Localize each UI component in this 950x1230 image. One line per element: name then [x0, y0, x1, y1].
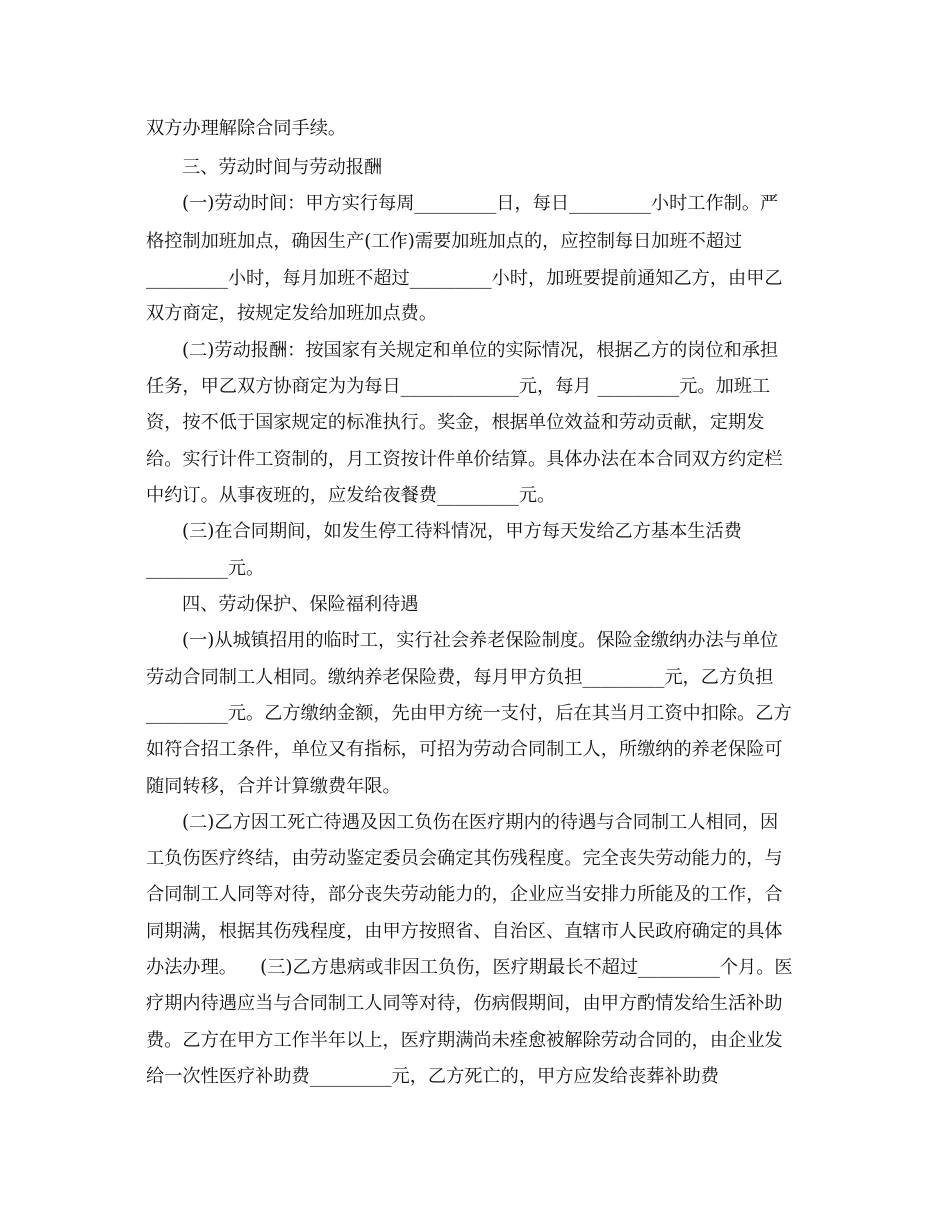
text-line-18: 如符合招工条件，单位又有指标，可招为劳动合同制工人，所缴纳的养老保险可 — [146, 739, 783, 760]
text-line-8: 任务，甲乙双方协商定为为每日_____________元，每月 _________元。加班工 — [146, 376, 771, 397]
text-line-9: 资，按不低于国家规定的标准执行。奖金，根据单位效益和劳动贡献，定期发 — [146, 412, 765, 433]
text-line-16: 劳动合同制工人相同。缴纳养老保险费，每月甲方负担_________元，乙方负担 — [146, 667, 774, 688]
text-line-6: 双方商定，按规定发给加班加点费。 — [146, 303, 438, 324]
text-line-3: (一)劳动时间：甲方实行每周_________日，每日_________小时工作制。严 — [182, 193, 779, 214]
text-line-17: _________元。乙方缴纳金额，先由甲方统一支付，后在其当月工资中扣除。乙方 — [146, 703, 792, 724]
text-line-22: 合同制工人同等对待，部分丧失劳动能力的，企业应当安排力所能及的工作，合 — [146, 884, 783, 905]
text-line-26: 费。乙方在甲方工作半年以上，医疗期满尚未痊愈被解除劳动合同的，由企业发 — [146, 1030, 783, 1051]
text-line-20: (二)乙方因工死亡待遇及因工负伤在医疗期内的待遇与合同制工人相同，因 — [182, 812, 779, 833]
text-line-4: 格控制加班加点，确因生产(工作)需要加班加点的，应控制每日加班不超过 — [146, 231, 743, 252]
text-line-7: (二)劳动报酬：按国家有关规定和单位的实际情况，根据乙方的岗位和承担 — [182, 340, 779, 361]
section-heading-4: 四、劳动保护、保险福利待遇 — [182, 594, 419, 615]
section-heading-3: 三、劳动时间与劳动报酬 — [182, 157, 383, 178]
text-line-12: (三)在合同期间，如发生停工待料情况，甲方每天发给乙方基本生活费 — [182, 521, 742, 542]
text-line-5: _________小时，每月加班不超过_________小时，加班要提前通知乙方，由甲乙 — [146, 268, 783, 289]
text-line-10: 给。实行计件工资制的，月工资按计件单价结算。具体办法在本合同双方约定栏 — [146, 449, 783, 470]
text-line-25: 疗期内待遇应当与合同制工人同等对待，伤病假期间，由甲方酌情发给生活补助 — [146, 993, 783, 1014]
text-line-13: _________元。 — [146, 558, 265, 579]
text-line-27: 给一次性医疗补助费_________元，乙方死亡的，甲方应发给丧葬补助费 — [146, 1066, 719, 1087]
text-line-19: 随同转移，合并计算缴费年限。 — [146, 776, 401, 797]
text-line-21: 工负伤医疗终结，由劳动鉴定委员会确定其伤残程度。完全丧失劳动能力的，与 — [146, 848, 783, 869]
text-line-23: 同期满，根据其伤残程度，由甲方按照省、自治区、直辖市人民政府确定的具体 — [146, 921, 783, 942]
text-line-1: 双方办理解除合同手续。 — [146, 118, 347, 139]
text-line-24: 办法办理。 (三)乙方患病或非因工负伤，医疗期最长不超过_________个月。医 — [146, 957, 793, 978]
text-line-11: 中约订。从事夜班的，应发给夜餐费_________元。 — [146, 485, 556, 506]
text-line-15: (一)从城镇招用的临时工，实行社会养老保险制度。保险金缴纳办法与单位 — [182, 630, 779, 651]
